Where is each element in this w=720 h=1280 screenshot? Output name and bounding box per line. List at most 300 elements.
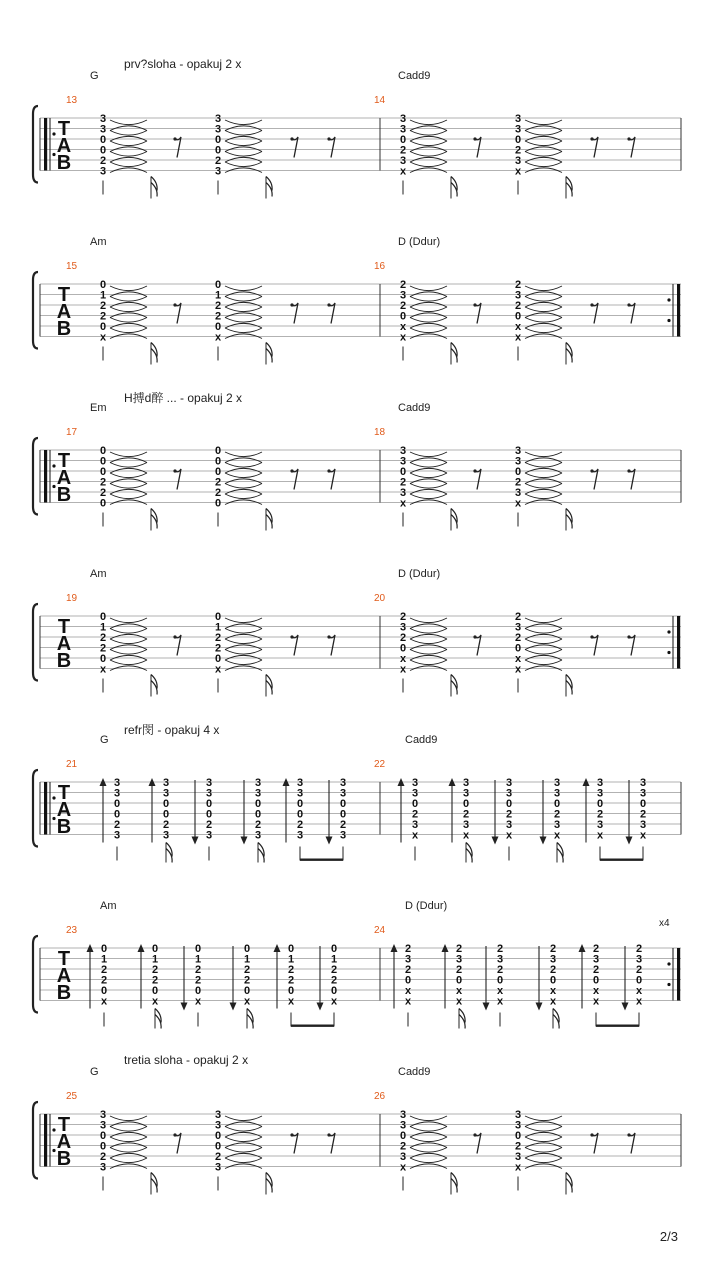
fret-number: x	[549, 995, 557, 1008]
bar-number: 24	[374, 925, 386, 936]
repeat-dot	[667, 630, 670, 633]
fret-number: 3	[514, 289, 522, 302]
fret-number: 0	[99, 466, 107, 478]
tie-arc	[110, 484, 147, 489]
strum-down-arrow	[483, 1003, 490, 1011]
tie-arc	[525, 152, 562, 157]
page-number: 2/3	[659, 1229, 678, 1244]
fret-number: 0	[99, 1140, 107, 1153]
fret-number: 2	[455, 943, 463, 955]
fret-number: 2	[162, 819, 170, 831]
fret-number: 0	[339, 798, 347, 810]
fret-number: 2	[596, 808, 604, 821]
fret-number: 3	[553, 777, 561, 789]
rest-dot	[173, 303, 176, 306]
bar-number: 15	[66, 261, 78, 272]
fret-number: 2	[99, 310, 107, 323]
fret-number: 3	[399, 113, 407, 125]
fret-number: 3	[296, 829, 304, 842]
fret-number: x	[214, 663, 222, 676]
chord-name: D (Ddur)	[398, 568, 441, 580]
bar-number: 22	[374, 759, 386, 770]
fret-number: 2	[635, 943, 643, 955]
fret-number: 0	[214, 1130, 222, 1142]
fret-number: 2	[99, 155, 107, 167]
tie-arc	[525, 328, 562, 333]
fret-number: 2	[339, 819, 347, 831]
tab-clef-letter: T	[57, 118, 71, 140]
tie-arc	[410, 141, 447, 146]
fret-number: x	[399, 663, 407, 676]
fret-number: 3	[496, 953, 504, 966]
tie-arc	[525, 484, 562, 489]
fret-number: 2	[100, 974, 108, 987]
fret-number: 2	[243, 974, 251, 987]
tie-arc	[110, 1137, 147, 1142]
repeat-dot	[52, 132, 55, 135]
fret-number: 0	[214, 466, 222, 478]
fret-number: 0	[214, 321, 222, 333]
fret-number: 3	[162, 777, 170, 789]
strum-down-arrow	[626, 837, 633, 845]
tab-clef-letter: T	[57, 284, 71, 306]
tie-arc	[410, 650, 447, 655]
tie-arc	[225, 660, 262, 665]
strum-down-arrow	[230, 1003, 237, 1011]
tie-arc	[410, 452, 447, 457]
fret-number: 0	[514, 466, 522, 478]
tie-arc	[110, 452, 147, 457]
fret-number: 2	[151, 974, 159, 987]
fret-number: 3	[399, 1109, 407, 1121]
tie-arc	[225, 131, 262, 136]
fret-number: 2	[287, 974, 295, 987]
tie-arc	[525, 1148, 562, 1153]
fret-number: 2	[639, 808, 647, 821]
chord-name: D (Ddur)	[398, 236, 441, 248]
tie-arc	[410, 152, 447, 157]
tie-arc	[410, 120, 447, 125]
fret-number: 3	[339, 829, 347, 842]
bar-number: 13	[66, 95, 78, 106]
tie-arc	[525, 660, 562, 665]
repeat-dot	[52, 1128, 55, 1131]
fret-number: 0	[99, 1130, 107, 1142]
fret-number: 2	[99, 476, 107, 489]
fret-number: 2	[205, 819, 213, 831]
tab-staff	[0, 62, 720, 232]
fret-number: 3	[514, 113, 522, 125]
tie-arc	[410, 1116, 447, 1121]
tie-arc	[110, 328, 147, 333]
tie-arc	[225, 318, 262, 323]
tie-arc	[525, 463, 562, 468]
fret-number: 0	[296, 798, 304, 810]
fret-number: 2	[399, 632, 407, 644]
rest-dot	[473, 635, 476, 638]
section-title: refr閔 - opakuj 4 x	[124, 723, 220, 737]
fret-number: 3	[514, 445, 522, 457]
tie-arc	[225, 494, 262, 499]
bar-number: 18	[374, 427, 386, 438]
rest-dot	[627, 137, 630, 140]
tab-staff	[0, 1058, 720, 1228]
fret-number: 3	[254, 777, 262, 789]
fret-number: 3	[399, 621, 407, 634]
tie-arc	[410, 660, 447, 665]
fret-number: 0	[162, 798, 170, 810]
fret-number: 3	[549, 953, 557, 966]
rest-dot	[473, 1133, 476, 1136]
fret-number: 3	[205, 829, 213, 842]
tie-arc	[225, 473, 262, 478]
rest-dot	[590, 635, 593, 638]
strum-down-arrow	[536, 1003, 543, 1011]
rest-dot	[473, 137, 476, 140]
fret-number: 0	[462, 798, 470, 810]
fret-number: 0	[404, 974, 412, 987]
chord-name: Am	[100, 900, 117, 912]
fret-number: 3	[399, 1119, 407, 1132]
fret-number: 0	[214, 445, 222, 457]
fret-number: 0	[99, 279, 107, 291]
note-beam	[600, 859, 643, 861]
fret-number: 0	[214, 455, 222, 468]
fret-number: x	[99, 663, 107, 676]
rest-dot	[327, 303, 330, 306]
rest-dot	[590, 1133, 593, 1136]
fret-number: 3	[505, 819, 513, 831]
fret-number: 2	[635, 964, 643, 976]
tie-arc	[110, 463, 147, 468]
fret-number: 3	[162, 829, 170, 842]
tie-arc	[525, 473, 562, 478]
tie-arc	[225, 162, 262, 167]
fret-number: 3	[639, 787, 647, 800]
fret-number: 0	[514, 642, 522, 655]
fret-number: 0	[399, 310, 407, 323]
fret-number: 0	[330, 943, 338, 955]
fret-number: 0	[99, 321, 107, 333]
fret-number: 3	[596, 777, 604, 789]
tab-system	[0, 391, 720, 564]
bar-number: 26	[374, 1091, 386, 1102]
tab-clef-letter: A	[56, 467, 72, 489]
fret-number: 3	[399, 289, 407, 302]
fret-number: x	[455, 995, 463, 1008]
tie-arc	[410, 286, 447, 291]
repeat-dot	[667, 651, 670, 654]
tab-clef-letter: T	[57, 782, 71, 804]
fret-number: 3	[399, 155, 407, 167]
system-bracket	[33, 272, 38, 349]
tie-arc	[225, 328, 262, 333]
fret-number: 0	[339, 808, 347, 821]
tab-clef-letter: A	[56, 1131, 72, 1153]
fret-number: 0	[330, 985, 338, 997]
tie-arc	[410, 494, 447, 499]
fret-number: x	[99, 331, 107, 344]
repeat-dot	[667, 319, 670, 322]
tie-arc	[525, 650, 562, 655]
tie-arc	[110, 152, 147, 157]
fret-number: 2	[330, 974, 338, 987]
tie-arc	[525, 286, 562, 291]
fret-number: 2	[514, 611, 522, 623]
fret-number: 2	[99, 642, 107, 655]
tie-arc	[525, 162, 562, 167]
fret-number: x	[514, 1161, 522, 1174]
fret-number: 0	[100, 985, 108, 997]
fret-number: 3	[462, 777, 470, 789]
fret-number: 2	[214, 1151, 222, 1163]
fret-number: 0	[214, 653, 222, 665]
fret-number: 2	[399, 1140, 407, 1153]
system-bracket	[33, 604, 38, 681]
fret-number: 2	[113, 819, 121, 831]
fret-number: 3	[339, 787, 347, 800]
fret-number: x	[462, 829, 470, 842]
repeat-end-thick-bar	[677, 616, 680, 669]
fret-number: x	[214, 331, 222, 344]
fret-number: 3	[214, 123, 222, 136]
tab-staff	[0, 892, 720, 1062]
tie-arc	[225, 1116, 262, 1121]
system-bracket	[33, 770, 38, 847]
fret-number: 2	[514, 279, 522, 291]
tie-arc	[410, 162, 447, 167]
tie-arc	[525, 1127, 562, 1132]
fret-number: 0	[99, 497, 107, 510]
rest-dot	[327, 1133, 330, 1136]
fret-number: 0	[99, 134, 107, 146]
fret-number: 3	[514, 123, 522, 136]
fret-number: 3	[99, 1109, 107, 1121]
fret-number: 3	[113, 787, 121, 800]
tie-arc	[110, 1158, 147, 1163]
bar-number: 14	[374, 95, 386, 106]
fret-number: x	[496, 985, 504, 997]
tie-arc	[525, 1158, 562, 1163]
note-beam	[300, 859, 343, 861]
fret-number: 2	[214, 632, 222, 644]
tie-arc	[410, 463, 447, 468]
fret-number: 2	[330, 964, 338, 976]
fret-number: 3	[592, 953, 600, 966]
fret-number: 2	[99, 300, 107, 312]
fret-number: 0	[113, 808, 121, 821]
fret-number: 2	[254, 819, 262, 831]
chord-name: Cadd9	[398, 1066, 431, 1078]
fret-number: 2	[100, 964, 108, 976]
rest-dot	[473, 303, 476, 306]
fret-number: 2	[462, 808, 470, 821]
fret-number: 2	[514, 476, 522, 489]
tie-arc	[410, 1137, 447, 1142]
rest-dot	[627, 635, 630, 638]
tie-arc	[525, 307, 562, 312]
fret-number: 0	[205, 798, 213, 810]
fret-number: 3	[639, 819, 647, 831]
fret-number: x	[505, 829, 513, 842]
repeat-start-thick-bar	[44, 782, 47, 835]
rest-dot	[473, 469, 476, 472]
fret-number: 2	[287, 964, 295, 976]
rest-dot	[290, 469, 293, 472]
fret-number: 2	[496, 943, 504, 955]
rest-dot	[290, 1133, 293, 1136]
fret-number: 3	[339, 777, 347, 789]
fret-number: 2	[243, 964, 251, 976]
fret-number: 3	[514, 155, 522, 167]
strum-down-arrow	[241, 837, 248, 845]
fret-number: 2	[214, 300, 222, 312]
repeat-start-thick-bar	[44, 450, 47, 503]
rest-dot	[590, 137, 593, 140]
fret-number: 3	[99, 1161, 107, 1174]
fret-number: 0	[399, 642, 407, 655]
fret-number: x	[514, 321, 522, 333]
fret-number: 0	[296, 808, 304, 821]
chord-name: Am	[90, 236, 107, 248]
chord-name: Cadd9	[405, 734, 438, 746]
fret-number: x	[399, 331, 407, 344]
tie-arc	[410, 484, 447, 489]
fret-number: 2	[296, 819, 304, 831]
fret-number: x	[549, 985, 557, 997]
fret-number: x	[399, 1161, 407, 1174]
tie-arc	[110, 297, 147, 302]
fret-number: 1	[214, 289, 222, 302]
fret-number: 0	[99, 144, 107, 157]
fret-number: 3	[296, 787, 304, 800]
tab-clef-letter: B	[56, 982, 72, 1004]
fret-number: 3	[553, 787, 561, 800]
fret-number: 0	[514, 1130, 522, 1142]
fret-number: 3	[214, 113, 222, 125]
system-bracket	[33, 936, 38, 1013]
tie-arc	[410, 1158, 447, 1163]
tie-arc	[225, 452, 262, 457]
chord-name: Am	[90, 568, 107, 580]
tab-clef-letter: T	[57, 1114, 71, 1136]
fret-number: 1	[214, 621, 222, 634]
fret-number: 3	[99, 165, 107, 178]
fret-number: 3	[455, 953, 463, 966]
tie-arc	[225, 120, 262, 125]
tie-arc	[410, 131, 447, 136]
repeat-dot	[667, 298, 670, 301]
repeat-dot	[667, 962, 670, 965]
rest-dot	[627, 303, 630, 306]
repeat-start-thick-bar	[44, 1114, 47, 1167]
tie-arc	[225, 152, 262, 157]
fret-number: 1	[243, 953, 251, 966]
fret-number: 0	[287, 985, 295, 997]
fret-number: 2	[151, 964, 159, 976]
fret-number: 3	[296, 777, 304, 789]
repeat-start-thick-bar	[44, 118, 47, 171]
fret-number: 3	[514, 1119, 522, 1132]
tie-arc	[525, 297, 562, 302]
tie-arc	[525, 131, 562, 136]
chord-name: G	[100, 734, 109, 746]
fret-number: 0	[214, 134, 222, 146]
tie-arc	[110, 131, 147, 136]
fret-number: x	[330, 995, 338, 1008]
fret-number: 0	[399, 1130, 407, 1142]
rest-dot	[290, 635, 293, 638]
fret-number: 0	[99, 653, 107, 665]
tab-system	[0, 723, 720, 896]
fret-number: 2	[99, 1151, 107, 1163]
tie-arc	[225, 1148, 262, 1153]
tie-arc	[225, 618, 262, 623]
fret-number: 0	[243, 943, 251, 955]
bar-number: 16	[374, 261, 386, 272]
fret-number: 0	[243, 985, 251, 997]
fret-number: x	[151, 995, 159, 1008]
section-title: tretia sloha - opakuj 2 x	[124, 1053, 249, 1067]
fret-number: 2	[455, 964, 463, 976]
tab-clef-letter: B	[56, 318, 72, 340]
fret-number: 0	[549, 974, 557, 987]
section-title: H搏d醉 ... - opakuj 2 x	[124, 391, 243, 405]
strum-down-arrow	[622, 1003, 629, 1011]
fret-number: 1	[194, 953, 202, 966]
fret-number: 0	[505, 798, 513, 810]
rest-dot	[327, 469, 330, 472]
tab-system	[0, 560, 720, 730]
fret-number: 0	[151, 985, 159, 997]
fret-number: 3	[514, 1151, 522, 1163]
tie-arc	[525, 1137, 562, 1142]
rest-dot	[290, 137, 293, 140]
tie-arc	[410, 1127, 447, 1132]
fret-number: 0	[99, 455, 107, 468]
tab-clef-letter: B	[56, 816, 72, 838]
fret-number: 2	[214, 310, 222, 323]
fret-number: 0	[455, 974, 463, 987]
fret-number: 3	[99, 123, 107, 136]
fret-number: 3	[254, 787, 262, 800]
fret-number: 0	[287, 943, 295, 955]
tab-staff	[0, 394, 720, 564]
fret-number: x	[194, 995, 202, 1008]
repeat-dot	[52, 796, 55, 799]
tie-arc	[225, 297, 262, 302]
tab-system	[0, 892, 720, 1062]
fret-number: 1	[330, 953, 338, 966]
tie-arc	[110, 318, 147, 323]
tie-arc	[225, 650, 262, 655]
tie-arc	[525, 141, 562, 146]
fret-number: 3	[462, 819, 470, 831]
fret-number: 3	[639, 777, 647, 789]
fret-number: 3	[214, 1161, 222, 1174]
fret-number: 3	[411, 787, 419, 800]
fret-number: 2	[514, 300, 522, 312]
fret-number: 3	[514, 621, 522, 634]
tab-system	[0, 228, 720, 398]
fret-number: x	[399, 165, 407, 178]
bar-number: 17	[66, 427, 78, 438]
tab-staff	[0, 228, 720, 398]
fret-number: x	[514, 663, 522, 676]
tie-arc	[525, 629, 562, 634]
rest-dot	[173, 469, 176, 472]
fret-number: x	[100, 995, 108, 1008]
